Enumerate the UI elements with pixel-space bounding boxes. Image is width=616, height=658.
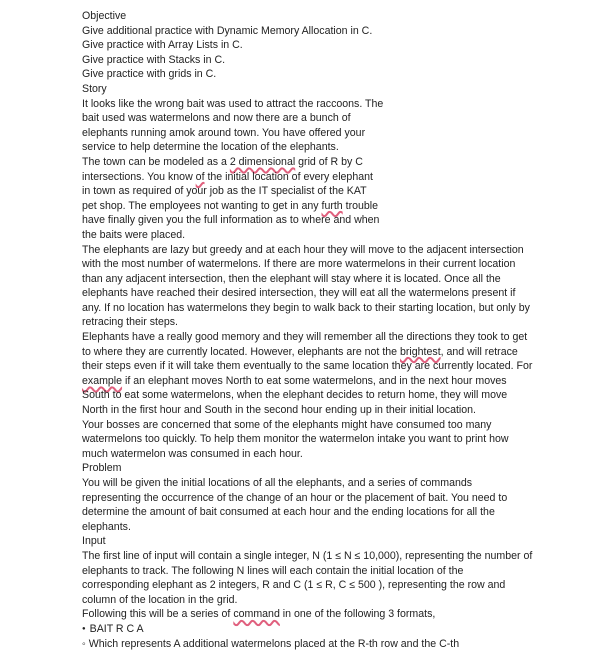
text-line bbox=[82, 301, 612, 316]
text-segment: bait used was watermelons and now there are a bunch of bbox=[82, 112, 351, 125]
text-line bbox=[82, 388, 612, 403]
text-segment: in town as required of your job as the IT specialist of the KAT bbox=[82, 185, 367, 198]
spellcheck-flagged-word[interactable]: example bbox=[82, 374, 123, 387]
text-line bbox=[82, 184, 612, 199]
text-segment: to where they are currently located. However, elephants are not the bbox=[82, 345, 400, 358]
text-line bbox=[82, 272, 612, 287]
text-line bbox=[82, 199, 612, 214]
text-segment: retracing their steps. bbox=[82, 316, 178, 329]
text-line bbox=[82, 243, 612, 258]
text-line bbox=[82, 213, 612, 228]
text-line bbox=[82, 549, 612, 564]
bullet-icon bbox=[82, 623, 90, 635]
text-segment: column of the location in the grid. bbox=[82, 593, 238, 606]
text-segment: elephants running amok around town. You have offered your bbox=[82, 126, 366, 139]
text-segment: Input bbox=[82, 535, 106, 548]
text-segment: than any adjacent intersection, then the elephant will stay where it is located. Once all the bbox=[82, 272, 501, 285]
text-segment: South to eat some watermelons, when the elephant decides to return home, they will move bbox=[82, 389, 508, 402]
text-line bbox=[82, 24, 612, 39]
spellcheck-flagged-word[interactable]: furth bbox=[321, 199, 343, 212]
text-line bbox=[82, 403, 612, 418]
text-line bbox=[82, 418, 612, 433]
spellcheck-flagged-word[interactable]: 2 dimensional bbox=[229, 155, 296, 168]
text-segment: Give additional practice with Dynamic Memory Allocation in C. bbox=[82, 24, 373, 37]
text-segment: The town can be modeled as a bbox=[82, 155, 230, 168]
text-line bbox=[82, 607, 612, 622]
text-segment: much watermelon was consumed in each hour. bbox=[82, 447, 303, 460]
text-segment: intersections. You know bbox=[82, 170, 196, 183]
text-segment: The elephants are lazy but greedy and at each hour they will move to the adjacent intersection bbox=[82, 243, 524, 256]
spellcheck-flagged-word[interactable]: brightest bbox=[400, 345, 441, 358]
text-segment: elephants to track. The following N lines will each contain the initial location of the bbox=[82, 564, 464, 577]
text-line bbox=[82, 374, 612, 389]
text-line bbox=[82, 140, 612, 155]
text-line bbox=[82, 476, 612, 491]
text-segment: the baits were placed. bbox=[82, 228, 186, 241]
text-line bbox=[82, 170, 612, 185]
text-line bbox=[82, 330, 612, 345]
text-line bbox=[82, 622, 612, 637]
text-line bbox=[82, 564, 612, 579]
text-segment: It looks like the wrong bait was used to attract the raccoons. The bbox=[82, 97, 384, 110]
text-line bbox=[82, 9, 612, 24]
text-segment: any. If no location has watermelons they begin to walk back to their starting location, but only by bbox=[82, 301, 530, 314]
text-line bbox=[82, 257, 612, 272]
text-segment: trouble bbox=[342, 199, 379, 212]
text-segment: Objective bbox=[82, 10, 127, 22]
text-segment: Elephants have a really good memory and they will remember all the directions they took to get bbox=[82, 331, 528, 344]
text-segment: elephants have reached their desired intersection, they will eat all the watermelons present if bbox=[82, 287, 516, 300]
text-line bbox=[82, 228, 612, 243]
text-segment: ◦ Which represents A additional watermelons placed at the R-th row and the C-th bbox=[82, 637, 460, 650]
text-segment: determine the amount of bait consumed at each hour and the ending locations for all the bbox=[82, 506, 495, 519]
text-segment: Give practice with grids in C. bbox=[82, 68, 217, 81]
text-line bbox=[82, 534, 612, 549]
text-line bbox=[82, 491, 612, 506]
text-line bbox=[82, 345, 612, 360]
text-line bbox=[82, 505, 612, 520]
text-line bbox=[82, 126, 612, 141]
text-segment: with the most number of watermelons. If there are more watermelons in their current location bbox=[82, 258, 516, 271]
text-segment: Story bbox=[82, 82, 107, 95]
text-line bbox=[82, 637, 612, 652]
text-segment: service to help determine the location of the elephants. bbox=[82, 141, 339, 154]
text-line bbox=[82, 53, 612, 68]
text-segment: pet shop. The employees not wanting to get in any bbox=[82, 199, 322, 212]
text-segment: BAIT R C A bbox=[89, 622, 144, 635]
text-segment: Problem bbox=[82, 462, 122, 475]
text-line bbox=[82, 520, 612, 535]
spellcheck-flagged-word[interactable]: command bbox=[233, 608, 280, 621]
text-segment: have finally given you the full information as to where and when bbox=[82, 214, 380, 227]
text-line bbox=[82, 315, 612, 330]
text-line bbox=[82, 82, 612, 97]
text-line bbox=[82, 432, 612, 447]
text-segment: Your bosses are concerned that some of the elephants might have consumed too many bbox=[82, 418, 492, 431]
text-line bbox=[82, 447, 612, 462]
text-segment: Give practice with Array Lists in C. bbox=[82, 39, 243, 52]
text-segment: the initial location of every elephant bbox=[204, 170, 373, 183]
text-line bbox=[82, 38, 612, 53]
text-segment: , and will retrace bbox=[440, 345, 518, 358]
text-segment: their steps even if it will take them eventually to the same location they are currently located. For bbox=[82, 360, 533, 373]
text-segment: in one of the following 3 formats, bbox=[279, 608, 436, 621]
text-line bbox=[82, 155, 612, 170]
text-line bbox=[82, 578, 612, 593]
text-segment: if an elephant moves North to eat some watermelons, and in the next hour moves bbox=[122, 374, 507, 387]
text-line bbox=[82, 593, 612, 608]
text-segment: You will be given the initial locations of all the elephants, and a series of commands bbox=[82, 477, 473, 489]
text-segment: corresponding elephant as 2 integers, R and C (1 ≤ R, C ≤ 500 ), representing the row and bbox=[82, 579, 506, 592]
text-line bbox=[82, 359, 612, 374]
text-line bbox=[82, 67, 612, 82]
text-segment: elephants. bbox=[82, 520, 131, 533]
text-line bbox=[82, 111, 612, 126]
text-segment: Following this will be a series of bbox=[82, 608, 234, 621]
text-line bbox=[82, 461, 612, 476]
text-line bbox=[82, 286, 612, 301]
document-body bbox=[82, 9, 612, 651]
text-segment: North in the first hour and South in the second hour ending up in their initial location. bbox=[82, 404, 476, 417]
spellcheck-flagged-word[interactable]: of bbox=[195, 170, 205, 183]
text-segment: Give practice with Stacks in C. bbox=[82, 53, 226, 66]
text-segment: The first line of input will contain a single integer, N (1 ≤ N ≤ 10,000), representing the number of bbox=[82, 549, 533, 562]
text-line bbox=[82, 97, 612, 112]
text-segment: grid of R by C bbox=[295, 155, 363, 168]
text-segment: watermelons too quickly. To help them monitor the watermelon intake you want to print how bbox=[82, 433, 509, 446]
text-segment: representing the occurrence of the change of an hour or the placement of bait. You need to bbox=[82, 491, 508, 504]
